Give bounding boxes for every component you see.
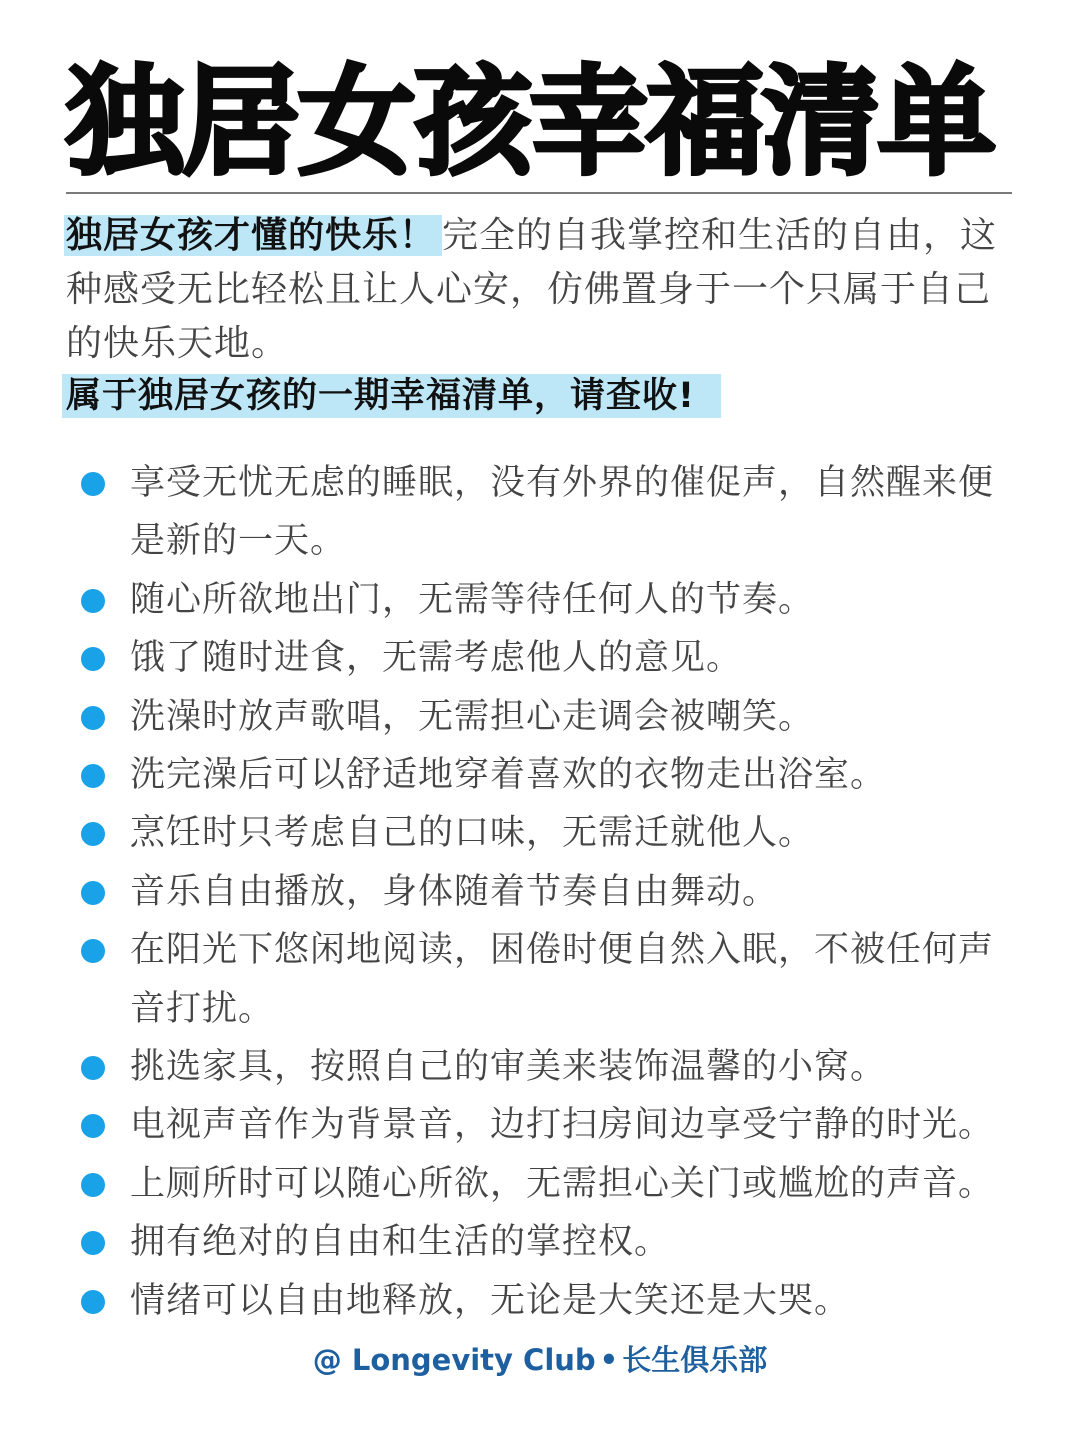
list-item	[80, 1038, 1020, 1096]
list-item	[80, 1213, 1020, 1271]
list-item-text: 随心所欲地出门，无需等待任何人的节奏。	[130, 579, 815, 620]
bullet-dot-icon	[81, 1290, 105, 1314]
list-item-text: 音乐自由播放，身体随着节奏自由舞动。	[130, 871, 779, 912]
bullet-dot-icon	[81, 706, 105, 730]
list-item	[80, 921, 1020, 1038]
list-item-text: 情绪可以自由地释放，无论是大笑还是大哭。	[130, 1280, 851, 1321]
footer-credit	[0, 1340, 1080, 1380]
bullet-dot-icon	[81, 1231, 105, 1255]
bullet-dot-icon	[81, 764, 105, 788]
list-item-text: 拥有绝对的自由和生活的掌控权。	[130, 1222, 671, 1263]
list-item-text: 上厕所时可以随心所欲，无需担心关门或尴尬的声音。	[130, 1163, 995, 1204]
bullet-dot-icon	[81, 881, 105, 905]
bullet-dot-icon	[81, 472, 105, 496]
intro-paragraph	[66, 209, 1016, 371]
bullet-dot-icon	[81, 822, 105, 846]
list-item	[80, 1272, 1020, 1330]
happiness-list	[80, 454, 1020, 1330]
page-title: 独居女孩幸福清单	[66, 53, 995, 191]
list-item	[80, 688, 1020, 746]
intro-highlight: 独居女孩才懂的快乐！	[64, 215, 442, 256]
intro-highlight-secondary: 属于独居女孩的一期幸福清单，请查收!	[62, 374, 721, 418]
intro-text: 完全的自我掌控和生活的自由，这种感受无比轻松且让人心安，仿佛置身于一个只属于自己的快乐天地。	[66, 215, 998, 364]
footer-handle: @ Longevity Club	[312, 1343, 596, 1377]
footer-separator: •	[599, 1343, 619, 1377]
list-item	[80, 571, 1020, 629]
list-item-text: 挑选家具，按照自己的审美来装饰温馨的小窝。	[130, 1047, 887, 1088]
bullet-dot-icon	[81, 589, 105, 613]
list-item-text: 在阳光下悠闲地阅读，困倦时便自然入眠，不被任何声音打扰。	[130, 930, 995, 1029]
bullet-dot-icon	[81, 647, 105, 671]
list-item-text: 洗完澡后可以舒适地穿着喜欢的衣物走出浴室。	[130, 755, 887, 796]
bullet-dot-icon	[81, 939, 105, 963]
list-item	[80, 1096, 1020, 1154]
list-item	[80, 454, 1020, 571]
list-item	[80, 746, 1020, 804]
footer-club-name: 长生俱乐部	[622, 1343, 768, 1377]
list-item	[80, 629, 1020, 687]
list-item-text: 享受无忧无虑的睡眠，没有外界的催促声，自然醒来便是新的一天。	[130, 463, 995, 562]
bullet-dot-icon	[81, 1056, 105, 1080]
list-item	[80, 1155, 1020, 1213]
list-item-text: 电视声音作为背景音，边打扫房间边享受宁静的时光。	[130, 1105, 995, 1146]
list-item	[80, 804, 1020, 862]
bullet-dot-icon	[81, 1114, 105, 1138]
bullet-dot-icon	[81, 1173, 105, 1197]
list-item	[80, 863, 1020, 921]
title-divider	[66, 192, 1012, 194]
list-item-text: 饿了随时进食，无需考虑他人的意见。	[130, 638, 743, 679]
list-item-text: 洗澡时放声歌唱，无需担心走调会被嘲笑。	[130, 696, 815, 737]
list-item-text: 烹饪时只考虑自己的口味，无需迁就他人。	[130, 813, 815, 854]
